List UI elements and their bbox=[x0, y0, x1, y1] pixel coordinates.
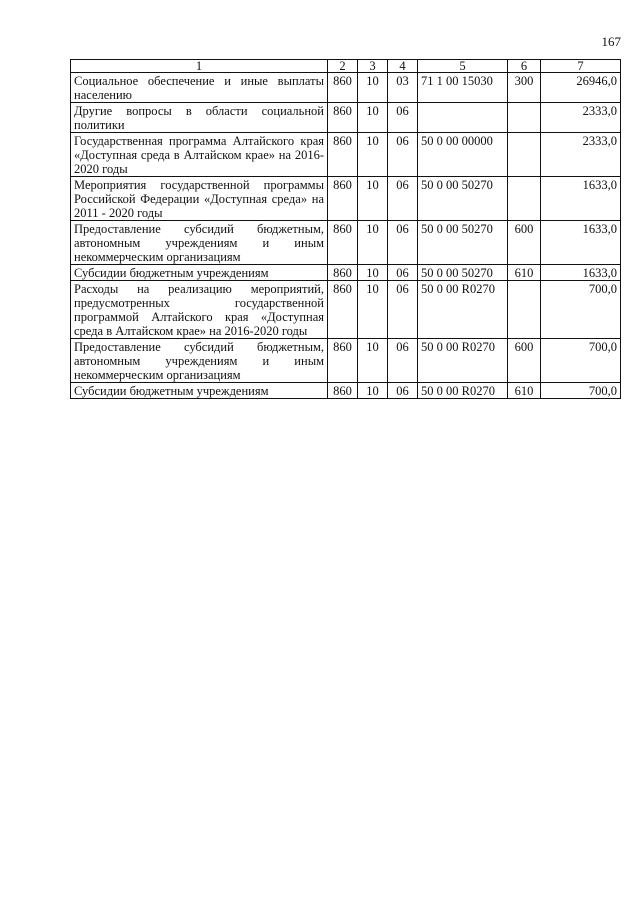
column-header-1: 1 bbox=[71, 60, 328, 73]
code-expense-type: 600 bbox=[508, 339, 541, 383]
code-subsection: 06 bbox=[388, 339, 418, 383]
code-section: 10 bbox=[358, 177, 388, 221]
table-row bbox=[71, 221, 621, 265]
table-row bbox=[71, 177, 621, 221]
code-section: 10 bbox=[358, 73, 388, 103]
code-expense-type: 610 bbox=[508, 265, 541, 281]
row-name: Мероприятия государственной программы Российской Федерации «Доступная среда» на 2011 - 2020 годы bbox=[71, 177, 328, 221]
code-ministry: 860 bbox=[328, 133, 358, 177]
code-ministry: 860 bbox=[328, 265, 358, 281]
code-expense-type bbox=[508, 177, 541, 221]
amount: 700,0 bbox=[541, 339, 621, 383]
row-name: Государственная программа Алтайского края «Доступная среда в Алтайском крае» на 2016-2020 годы bbox=[71, 133, 328, 177]
code-ministry: 860 bbox=[328, 73, 358, 103]
code-target: 71 1 00 15030 bbox=[418, 73, 508, 103]
code-ministry: 860 bbox=[328, 281, 358, 339]
code-ministry: 860 bbox=[328, 103, 358, 133]
code-section: 10 bbox=[358, 265, 388, 281]
code-target: 50 0 00 R0270 bbox=[418, 383, 508, 399]
code-ministry: 860 bbox=[328, 221, 358, 265]
code-subsection: 06 bbox=[388, 221, 418, 265]
code-target: 50 0 00 50270 bbox=[418, 265, 508, 281]
table-row bbox=[71, 383, 621, 399]
code-subsection: 06 bbox=[388, 177, 418, 221]
amount: 1633,0 bbox=[541, 265, 621, 281]
header-row bbox=[71, 60, 621, 73]
code-subsection: 06 bbox=[388, 281, 418, 339]
column-header-7: 7 bbox=[541, 60, 621, 73]
table-row bbox=[71, 133, 621, 177]
table-row bbox=[71, 281, 621, 339]
row-name: Субсидии бюджетным учреждениям bbox=[71, 383, 328, 399]
code-expense-type bbox=[508, 103, 541, 133]
code-expense-type: 600 bbox=[508, 221, 541, 265]
amount: 1633,0 bbox=[541, 221, 621, 265]
row-name: Предоставление субсидий бюджетным, автономным учреждениям и иным некоммерческим организациям bbox=[71, 221, 328, 265]
code-expense-type bbox=[508, 133, 541, 177]
code-target bbox=[418, 103, 508, 133]
amount: 700,0 bbox=[541, 383, 621, 399]
code-subsection: 06 bbox=[388, 103, 418, 133]
amount: 2333,0 bbox=[541, 133, 621, 177]
code-subsection: 03 bbox=[388, 73, 418, 103]
table-row bbox=[71, 73, 621, 103]
column-header-2: 2 bbox=[328, 60, 358, 73]
code-ministry: 860 bbox=[328, 177, 358, 221]
row-name: Расходы на реализацию мероприятий, предусмотренных государственной программой Алтайского края «Доступная среда в Алтайском крае» на 2016-2020 годы bbox=[71, 281, 328, 339]
row-name: Предоставление субсидий бюджетным, автономным учреждениям и иным некоммерческим организациям bbox=[71, 339, 328, 383]
code-section: 10 bbox=[358, 133, 388, 177]
code-subsection: 06 bbox=[388, 265, 418, 281]
page-number: 167 bbox=[601, 34, 621, 49]
code-target: 50 0 00 R0270 bbox=[418, 339, 508, 383]
code-expense-type: 610 bbox=[508, 383, 541, 399]
code-subsection: 06 bbox=[388, 383, 418, 399]
row-name: Субсидии бюджетным учреждениям bbox=[71, 265, 328, 281]
row-name: Социальное обеспечение и иные выплаты населению bbox=[71, 73, 328, 103]
budget-table bbox=[70, 59, 621, 399]
code-target: 50 0 00 50270 bbox=[418, 177, 508, 221]
column-header-4: 4 bbox=[388, 60, 418, 73]
code-target: 50 0 00 50270 bbox=[418, 221, 508, 265]
code-target: 50 0 00 R0270 bbox=[418, 281, 508, 339]
table-row bbox=[71, 265, 621, 281]
code-section: 10 bbox=[358, 221, 388, 265]
table-row bbox=[71, 103, 621, 133]
code-section: 10 bbox=[358, 281, 388, 339]
row-name: Другие вопросы в области социальной политики bbox=[71, 103, 328, 133]
table-row bbox=[71, 339, 621, 383]
amount: 26946,0 bbox=[541, 73, 621, 103]
code-expense-type: 300 bbox=[508, 73, 541, 103]
code-section: 10 bbox=[358, 339, 388, 383]
code-section: 10 bbox=[358, 383, 388, 399]
amount: 700,0 bbox=[541, 281, 621, 339]
code-target: 50 0 00 00000 bbox=[418, 133, 508, 177]
amount: 1633,0 bbox=[541, 177, 621, 221]
column-header-6: 6 bbox=[508, 60, 541, 73]
code-ministry: 860 bbox=[328, 339, 358, 383]
code-subsection: 06 bbox=[388, 133, 418, 177]
column-header-5: 5 bbox=[418, 60, 508, 73]
column-header-3: 3 bbox=[358, 60, 388, 73]
code-expense-type bbox=[508, 281, 541, 339]
code-section: 10 bbox=[358, 103, 388, 133]
amount: 2333,0 bbox=[541, 103, 621, 133]
code-ministry: 860 bbox=[328, 383, 358, 399]
